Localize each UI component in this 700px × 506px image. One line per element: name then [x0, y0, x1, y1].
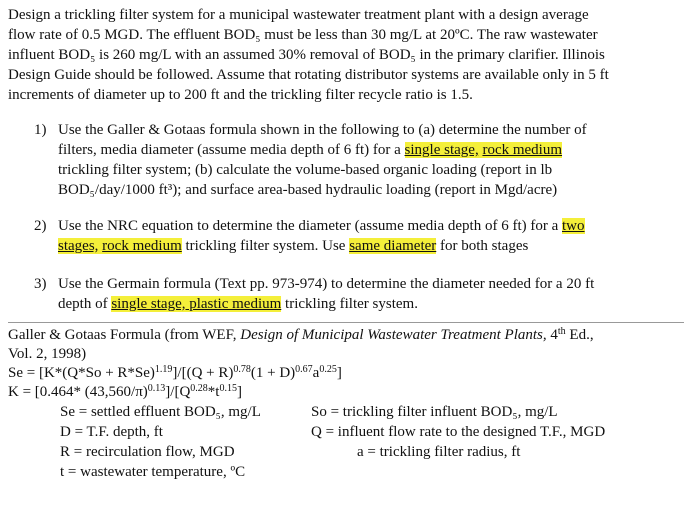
- highlight-stages: stages,: [58, 238, 99, 254]
- se-exponent: 0.25: [319, 364, 337, 375]
- k-exponent: 0.15: [219, 383, 237, 394]
- question-2-text-2: trickling filter system. Use: [181, 238, 350, 254]
- question-1-line-4: BOD₅/day/1000 ft³); and surface area-based hydraulic loading (report in Mgd/acre): [58, 182, 558, 198]
- question-2-text-1: Use the NRC equation to determine the diameter (assume media depth of 6 ft) for a: [58, 218, 563, 234]
- se-formula-part: Se = [K*(Q*So + R*Se): [8, 365, 155, 381]
- definition-d: D = T.F. depth, ft: [60, 424, 163, 440]
- se-exponent: 0.67: [295, 364, 313, 375]
- se-formula-part: (1 + D): [250, 365, 296, 381]
- se-formula: [8, 364, 342, 382]
- highlight-rock-medium: rock medium: [102, 238, 182, 254]
- question-1-number: 1): [34, 122, 47, 138]
- definition-a: a = trickling filter radius, ft: [357, 444, 521, 460]
- k-exponent: 0.28: [190, 383, 208, 394]
- question-3-number: 3): [34, 276, 47, 292]
- reference-edition-sup: th: [557, 326, 566, 337]
- intro-line-4: Design Guide should be followed. Assume that rotating distributor systems are available only in 5 ft: [8, 67, 609, 83]
- se-exponent: 0.78: [233, 364, 251, 375]
- intro-line-5: increments of diameter up to 200 ft and the trickling filter recycle ratio is 1.5.: [8, 87, 473, 103]
- intro-line-1: Design a trickling filter system for a municipal wastewater treatment plant with a design average: [8, 7, 589, 23]
- definition-q: Q = influent flow rate to the designed T.F., MGD: [311, 424, 606, 440]
- question-3-line-1: [34, 275, 594, 293]
- k-formula-part: ]: [236, 384, 242, 400]
- reference-line-2: Vol. 2, 1998): [8, 346, 87, 362]
- question-3-text-3: trickling filter system.: [281, 296, 418, 312]
- question-2-line-1: [34, 217, 585, 235]
- question-2-line-2: [58, 237, 528, 255]
- se-formula-part: a: [312, 365, 320, 381]
- intro-line-3: influent BOD₅ is 260 mg/L with an assumed 30% removal of BOD₅ in the primary clarifier. Illinois: [8, 47, 605, 63]
- question-2-text-3: for both stages: [436, 238, 529, 254]
- reference-line-1: [8, 326, 594, 344]
- definition-r: R = recirculation flow, MGD: [60, 444, 235, 460]
- definition-so: So = trickling filter influent BOD₅, mg/L: [311, 404, 558, 420]
- question-1-text-1: Use the Galler & Gotaas formula shown in the following to (a) determine the number of: [58, 122, 587, 138]
- question-2-number: 2): [34, 218, 47, 234]
- highlight-rock-medium: rock medium: [482, 142, 563, 158]
- question-1-line-3: trickling filter system; (b) calculate the volume-based organic loading (report in lb: [58, 162, 553, 178]
- k-formula: [8, 383, 242, 401]
- highlight-two: two: [562, 218, 585, 234]
- question-3-line-2: [58, 295, 418, 313]
- k-formula-part: *t: [207, 384, 220, 400]
- se-formula-part: ]: [336, 365, 342, 381]
- section-divider: [8, 322, 684, 323]
- question-3-text-1: Use the Germain formula (Text pp. 973-974) to determine the diameter needed for a 20 ft: [58, 276, 595, 292]
- reference-text-1: Galler & Gotaas Formula (from WEF,: [8, 327, 241, 343]
- intro-line-2: flow rate of 0.5 MGD. The effluent BOD₅ must be less than 30 mg/L at 20ºC. The raw wastewater: [8, 27, 598, 43]
- reference-book-title: Design of Municipal Wastewater Treatment Plants,: [240, 327, 547, 343]
- k-formula-part: ]/[Q: [165, 384, 191, 400]
- reference-edition: 4: [546, 327, 558, 343]
- question-1-text-2: filters, media diameter (assume media depth of 6 ft) for a: [58, 142, 405, 158]
- highlight-single-stage: single stage,: [404, 142, 479, 158]
- definition-t: t = wastewater temperature, ºC: [60, 464, 246, 480]
- k-formula-part: K = [0.464* (43,560/π): [8, 384, 148, 400]
- highlight-single-stage-plastic-medium: single stage, plastic medium: [111, 296, 282, 312]
- question-1-line-2: [58, 141, 562, 159]
- se-exponent: 1.19: [154, 364, 173, 375]
- highlight-same-diameter: same diameter: [349, 238, 437, 254]
- definition-se: Se = settled effluent BOD₅, mg/L: [60, 404, 261, 420]
- se-formula-part: ]/[(Q + R): [172, 365, 234, 381]
- question-1-line-1: [34, 121, 587, 139]
- question-3-text-2: depth of: [58, 296, 112, 312]
- reference-ed: Ed.,: [565, 327, 594, 343]
- k-exponent: 0.13: [147, 383, 166, 394]
